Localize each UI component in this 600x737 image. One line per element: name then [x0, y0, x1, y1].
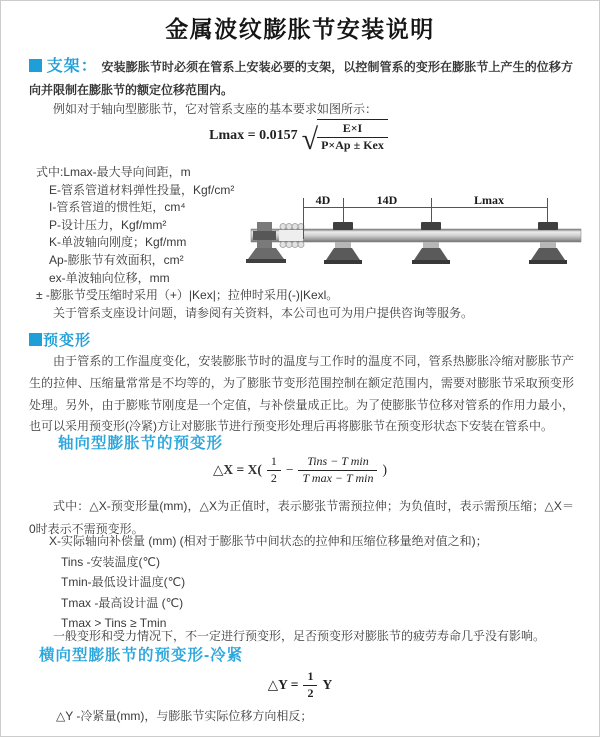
guide-support-icon	[412, 222, 450, 264]
one-half-fraction	[267, 454, 281, 486]
x-definition-line: X-实际轴向补偿量 (mm) (相对于膨胀节中间状态的拉伸和压缩位移量绝对值之和)；	[49, 534, 488, 548]
support-example-line: 例如对于轴向型膨胀节，它对管系支座的基本要求如图所示：	[53, 102, 378, 116]
fraction-numerator: E×I	[317, 121, 388, 138]
variable-line: 式中:Lmax-最大导向间距，m	[36, 165, 191, 179]
temperature-line: Tmin-最低设计温度(℃)	[61, 575, 186, 590]
variable-line: ex-单波轴向位移，mm	[49, 270, 170, 285]
guide-support-icon	[529, 222, 567, 264]
section-marker-icon	[29, 333, 42, 346]
axial-note-line: 一般变形和受力情况下，不一定进行预变形，足否预变形对膨胀节的疲劳寿命几乎没有影响。	[53, 629, 546, 643]
support-closing-line: 关于管系支座设计问题，请参阅有关资料，本公司也可为用户提供咨询等服务。	[53, 306, 474, 320]
dimension-label-lmax: Lmax	[474, 193, 504, 207]
guide-support-icon	[324, 222, 362, 264]
lmax-formula-fraction	[317, 119, 388, 153]
axial-formula-lhs: △X = X(	[213, 462, 262, 478]
pipe-support-diagram	[239, 193, 599, 283]
predeform-paragraph: 由于管系的工作温度变化，安装膨胀节时的温度与工作时的温度不同，管系热膨胀冷缩对膨胀节产生的拉伸、压缩量常常是不均等的，为了膨胀节变形范围控制在额定范围内，需要对膨胀节采取预变形处理。另外，由于膨账节刚度是一个定值，与补偿量成正比。为了使膨胀节位移对管系的作用力最小，也可以采用预变形(冷紧)方让对膨胀节进行预变形处理后再将膨胀节在预变形状态下安装在管系中。	[29, 354, 574, 434]
page-title: 金属波纹膨胀节安装说明	[165, 16, 435, 42]
axial-formula-rhs: )	[382, 462, 387, 478]
support-section-heading: 支架：	[46, 58, 98, 75]
variable-line: I-管系管道的惯性矩，cm⁴	[49, 200, 186, 215]
dimension-label-14d: 14D	[376, 193, 398, 207]
lateral-subsection-heading: 横向型膨胀节的预变形-冷紧	[39, 647, 244, 664]
variable-line: Ap-膨胀节有效面积，cm²	[49, 252, 184, 267]
lmax-formula: Lmax = 0.0157 √ $\frac{E\times I}{\text{P×Ap ± Kex}}$	[1, 119, 599, 153]
axial-predeform-formula	[1, 454, 599, 486]
fraction-numerator: 1	[267, 454, 281, 471]
dimension-label-4d: 4D	[315, 193, 331, 207]
y-definition-line: △Y -冷紧量(mm)，与膨胀节实际位移方向相反；	[56, 709, 313, 723]
axial-subsection-heading: 轴向型膨胀节的预变形	[58, 435, 224, 452]
axial-explanation: 式中：△X-预变形量(mm)，△X为正值时，表示膨张节需预拉伸；为负值时，表示需预压缩；△X＝0时表示不需预变形。	[29, 499, 574, 536]
fraction-denominator: 2	[270, 470, 277, 485]
bellows-icon	[279, 224, 304, 248]
lateral-formula-lhs: △Y =	[267, 677, 299, 693]
variable-line: K-单波轴向刚度；Kgf/mm	[49, 235, 187, 250]
temperature-line: Tins -安装温度(℃)	[61, 555, 161, 569]
lmax-formula-lhs: Lmax = 0.0157	[209, 128, 298, 144]
temperature-line: Tmax -最高设计温 (℃)	[61, 595, 184, 610]
support-intro-text: 安装膨胀节时必须在管系上安装必要的支架，以控制管系的变形在膨胀节上产生的位移方向并限制在膨胀节的额定位移范围内。	[29, 60, 573, 97]
fraction-denominator: 2	[307, 685, 314, 700]
support-section	[29, 55, 573, 102]
predeform-section-heading	[29, 329, 91, 350]
anchor-support-icon	[246, 222, 286, 263]
section-marker-icon	[29, 59, 42, 72]
fraction-denominator: T max − T min	[302, 470, 374, 485]
fraction-denominator: P×Ap ± Kex	[321, 137, 384, 152]
temperature-definition-list	[61, 552, 185, 633]
one-half-fraction	[303, 669, 317, 701]
minus-sign: −	[285, 462, 294, 478]
temperature-line: Tmax > Tins ≥ Tmin	[61, 615, 167, 630]
variable-line: P-设计压力，Kgf/mm²	[49, 217, 167, 232]
fraction-numerator: 1	[303, 669, 317, 686]
lateral-formula-rhs: Y	[322, 677, 333, 693]
variable-line: ± -膨胀节受压缩时采用（+）|Kex|；拉伸时采用(-)|Kexl。	[36, 288, 339, 303]
temperature-fraction	[298, 454, 377, 486]
fraction-numerator: Tins − T min	[298, 454, 377, 471]
predeform-heading-label: 预变形	[43, 332, 92, 349]
lateral-predeform-formula	[1, 669, 599, 701]
variable-line: E-管系管道材料弹性投量，Kgf/cm²	[49, 182, 235, 197]
